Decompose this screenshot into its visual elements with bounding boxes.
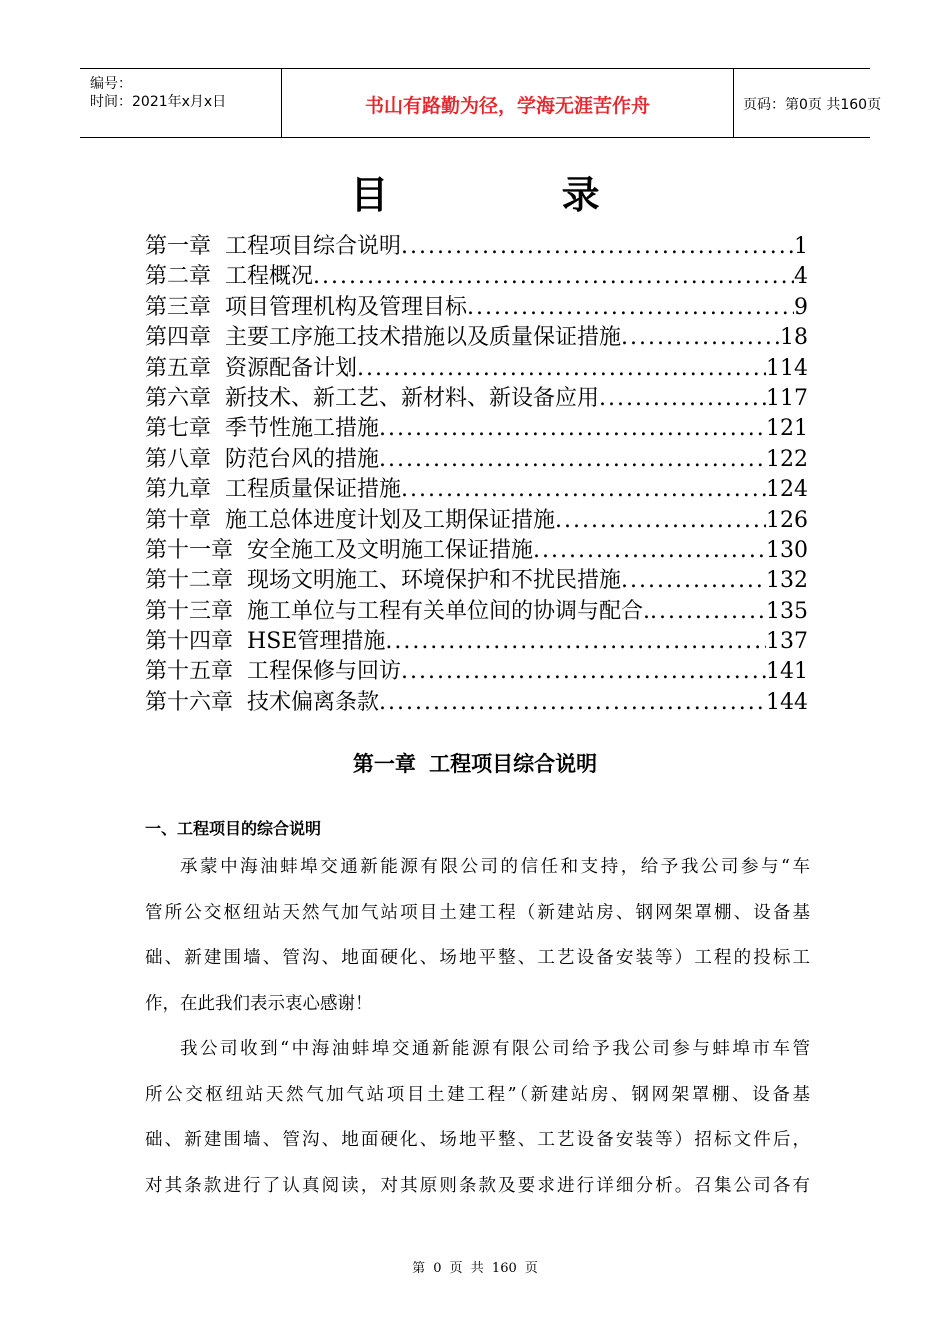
toc-chapter-number: 第十五章 (145, 659, 234, 685)
paragraph-line: 承蒙中海油蚌埠交通新能源有限公司的信任和支持，给予我公司参与“车 (180, 857, 810, 877)
toc-chapter-title: 项目管理机构及管理目标 (225, 294, 468, 320)
toc-chapter-number: 第十一章 (145, 537, 234, 563)
table-of-contents (145, 232, 808, 718)
toc-chapter-title: 技术偏离条款 (247, 689, 380, 715)
toc-chapter-title: 安全施工及文明施工保证措施 (247, 537, 534, 563)
toc-entry[interactable] (145, 536, 808, 566)
paragraph-line: 我公司收到“中海油蚌埠交通新能源有限公司给予我公司参与蚌埠市车管 (180, 1039, 810, 1059)
toc-entry[interactable] (145, 414, 808, 444)
toc-chapter-number: 第七章 (145, 416, 212, 442)
toc-entry[interactable] (145, 566, 808, 596)
toc-entry[interactable] (145, 354, 808, 384)
page-footer: 第 0 页 共 160 页 (412, 1261, 538, 1276)
header-motto-cell (282, 69, 734, 137)
toc-chapter-title: 新技术、新工艺、新材料、新设备应用 (225, 385, 600, 411)
toc-page-number: 4 (794, 264, 808, 290)
toc-chapter-title: 现场文明施工、环境保护和不扰民措施 (247, 568, 622, 594)
toc-chapter-number: 第五章 (145, 355, 212, 381)
toc-entry[interactable] (145, 323, 808, 353)
document-number-label: 编号： (90, 76, 132, 92)
toc-entry[interactable] (145, 506, 808, 536)
toc-page-number: 114 (766, 355, 808, 381)
section-heading: 一、工程项目的综合说明 (145, 819, 322, 838)
toc-page-number: 9 (794, 294, 808, 320)
paragraph-line: 管所公交枢纽站天然气加气站项目土建工程（新建站房、钢网架罩棚、设备基 (145, 902, 810, 923)
toc-chapter-number: 第十六章 (145, 689, 234, 715)
toc-chapter-title: 工程保修与回访 (247, 659, 402, 685)
toc-chapter-title: 防范台风的措施 (225, 446, 380, 472)
toc-chapter-title: 施工单位与工程有关单位间的协调与配合. (247, 598, 651, 624)
toc-page-number: 130 (766, 537, 808, 563)
toc-page-number: 124 (766, 477, 808, 503)
toc-chapter-number: 第二章 (145, 264, 212, 290)
document-date: 时间：2021年x月x日 (90, 94, 227, 110)
chapter-heading: 第一章 工程项目综合说明 (352, 752, 598, 776)
header-motto: 书山有路勤为径，学海无涯苦作舟 (364, 95, 650, 117)
toc-chapter-number: 第四章 (145, 325, 212, 351)
toc-leader-dots (401, 475, 766, 505)
paragraph-1 (145, 845, 810, 1027)
toc-page-number: 141 (766, 659, 808, 685)
toc-leader-dots (401, 657, 766, 687)
toc-chapter-title: 资源配备计划 (225, 355, 358, 381)
toc-chapter-number: 第十四章 (145, 629, 234, 655)
toc-chapter-title: 工程质量保证措施 (225, 477, 402, 503)
toc-entry[interactable] (145, 445, 808, 475)
paragraph-line: 作，在此我们表示衷心感谢！ (145, 993, 373, 1014)
toc-chapter-number: 第十章 (145, 507, 212, 533)
paragraph-2 (145, 1027, 810, 1209)
toc-leader-dots (621, 323, 780, 353)
header-page-cell (734, 69, 882, 137)
header-info-cell (80, 69, 282, 137)
toc-chapter-title: HSE管理措施 (247, 629, 386, 655)
toc-leader-dots (401, 232, 794, 262)
toc-leader-dots (555, 506, 766, 536)
toc-page-number: 18 (780, 325, 808, 351)
toc-page-number: 121 (766, 416, 808, 442)
toc-page-number: 135 (766, 598, 808, 624)
toc-leader-dots (379, 414, 766, 444)
paragraph-line: 对其条款进行了认真阅读，对其原则条款及要求进行详细分析。召集公司各有 (145, 1175, 810, 1196)
toc-page-number: 137 (766, 629, 808, 655)
toc-chapter-number: 第八章 (145, 446, 212, 472)
toc-page-number: 144 (766, 689, 808, 715)
toc-entry[interactable] (145, 384, 808, 414)
document-header (80, 68, 882, 138)
toc-entry[interactable] (145, 597, 808, 627)
toc-chapter-number: 第三章 (145, 294, 212, 320)
toc-chapter-number: 第一章 (145, 234, 212, 259)
toc-entry[interactable] (145, 232, 808, 262)
toc-chapter-number: 第十三章 (145, 598, 234, 624)
toc-entry[interactable] (145, 475, 808, 505)
toc-entry[interactable] (145, 293, 808, 323)
paragraph-line: 础、新建围墙、管沟、地面硬化、场地平整、工艺设备安装等）招标文件后， (145, 1130, 810, 1150)
toc-chapter-number: 第九章 (145, 477, 212, 503)
toc-leader-dots (379, 688, 766, 718)
toc-leader-dots (533, 536, 766, 566)
toc-chapter-title: 工程项目综合说明 (225, 234, 402, 259)
toc-chapter-title: 施工总体进度计划及工期保证措施 (225, 507, 556, 533)
toc-chapter-number: 第十二章 (145, 568, 234, 594)
toc-leader-dots (599, 384, 766, 414)
toc-leader-dots (379, 445, 766, 475)
toc-chapter-title: 工程概况 (225, 264, 314, 290)
toc-entry[interactable] (145, 627, 808, 657)
paragraph-line: 础、新建围墙、管沟、地面硬化、场地平整、工艺设备安装等）工程的投标工 (145, 948, 810, 968)
toc-leader-dots (357, 354, 766, 384)
toc-chapter-title: 季节性施工措施 (225, 416, 380, 442)
toc-page-number: 122 (766, 446, 808, 472)
paragraph-line: 所公交枢纽站天然气加气站项目土建工程”（新建站房、钢网架罩棚、设备基 (145, 1084, 810, 1105)
toc-entry[interactable] (145, 657, 808, 687)
toc-chapter-title: 主要工序施工技术措施以及质量保证措施 (225, 325, 622, 351)
toc-leader-dots (313, 262, 794, 292)
toc-entry[interactable] (145, 688, 808, 718)
toc-page-number: 1 (794, 234, 808, 259)
toc-page-number: 117 (766, 385, 808, 411)
toc-title: 目 录 (350, 173, 680, 217)
toc-leader-dots (650, 597, 766, 627)
toc-page-number: 126 (766, 507, 808, 533)
toc-chapter-number: 第六章 (145, 385, 212, 411)
toc-leader-dots (385, 627, 766, 657)
toc-entry[interactable] (145, 262, 808, 292)
toc-leader-dots (467, 293, 794, 323)
toc-leader-dots (621, 566, 766, 596)
header-page-code: 页码：第0页 共160页 (743, 97, 882, 113)
toc-page-number: 132 (766, 568, 808, 594)
